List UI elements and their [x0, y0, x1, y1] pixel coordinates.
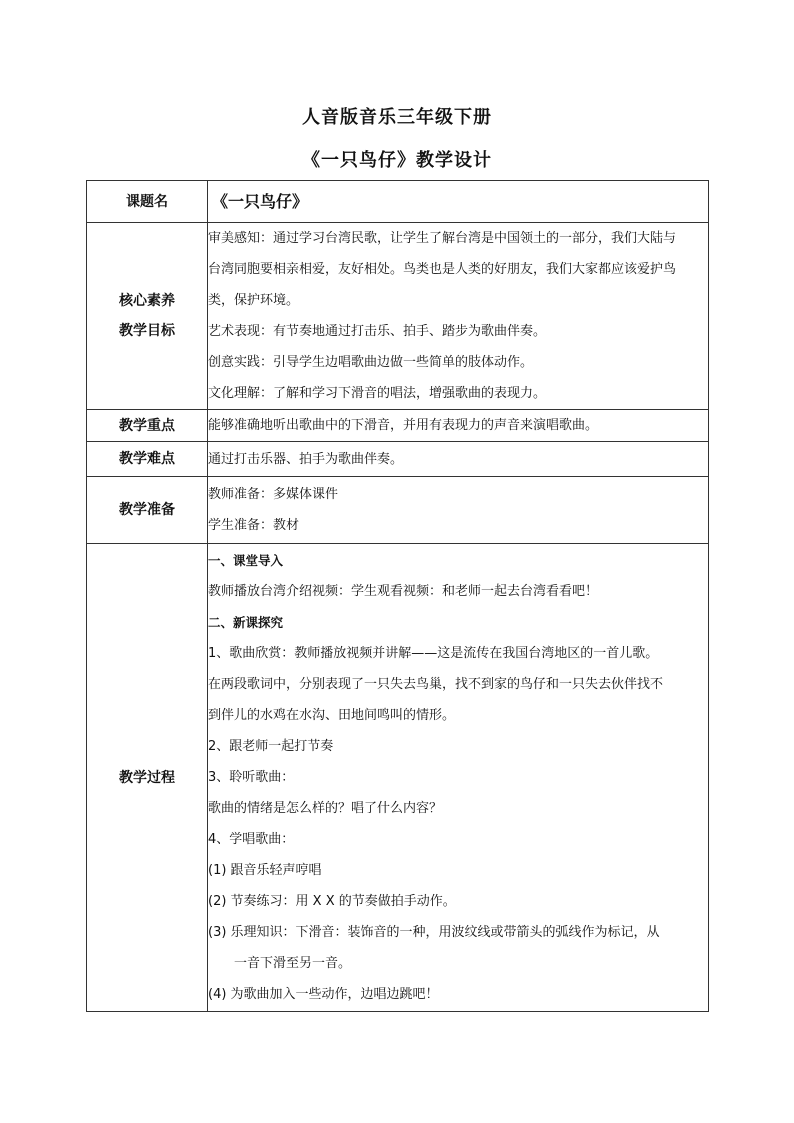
- table-row-topic: [87, 181, 709, 223]
- table-row-focus: [87, 410, 709, 442]
- difficulty-label: 教学难点: [87, 442, 208, 477]
- goals-line: 文化理解：了解和学习下滑音的唱法，增强歌曲的表现力。: [208, 386, 547, 401]
- process-content: [208, 544, 709, 1012]
- process-line: 4、学唱歌曲：: [208, 832, 295, 847]
- process-line: 在两段歌词中，分别表现了一只失去鸟巢，找不到家的鸟仔和一只失去伙伴找不: [208, 677, 664, 692]
- section-heading: 二、新课探究: [208, 615, 284, 630]
- process-subitem: (2) 节奏练习：用 X X 的节奏做拍手动作。: [208, 894, 456, 909]
- goals-line: 审美感知：通过学习台湾民歌，让学生了解台湾是中国领土的一部分，我们大陆与: [208, 231, 677, 246]
- focus-value: 能够准确地听出歌曲中的下滑音，并用有表现力的声音来演唱歌曲。: [208, 410, 709, 442]
- process-subitem: (3) 乐理知识：下滑音：装饰音的一种，用波纹线或带箭头的弧线作为标记，从: [208, 925, 660, 940]
- goals-content: [208, 223, 709, 410]
- difficulty-value: 通过打击乐器、拍手为歌曲伴奏。: [208, 442, 709, 477]
- section-heading: 一、课堂导入: [208, 553, 284, 568]
- prep-student: 学生准备：教材: [208, 518, 300, 533]
- process-line: 到伴儿的水鸡在水沟、田地间鸣叫的情形。: [208, 708, 456, 723]
- process-line: 教师播放台湾介绍视频：学生观看视频：和老师一起去台湾看看吧！: [208, 584, 599, 599]
- table-row-prep: [87, 477, 709, 544]
- goals-line: 创意实践：引导学生边唱歌曲边做一些简单的肢体动作。: [208, 355, 534, 370]
- table-row-difficulty: [87, 442, 709, 477]
- process-label: 教学过程: [87, 544, 208, 1012]
- process-line: 2、跟老师一起打节奏: [208, 739, 334, 754]
- lesson-plan-table: [86, 180, 709, 1012]
- process-line: 1、歌曲欣赏：教师播放视频并讲解——这是流传在我国台湾地区的一首儿歌。: [208, 646, 659, 661]
- goals-line: 艺术表现：有节奏地通过打击乐、拍手、踏步为歌曲伴奏。: [208, 324, 547, 339]
- prep-content: [208, 477, 709, 544]
- table-row-process: [87, 544, 709, 1012]
- table-row-goals: [87, 223, 709, 410]
- process-line: 歌曲的情绪是怎么样的？唱了什么内容？: [208, 801, 443, 816]
- focus-label: 教学重点: [87, 410, 208, 442]
- goals-label: 核心素养 教学目标: [87, 223, 208, 410]
- topic-value: 《一只鸟仔》: [208, 181, 709, 223]
- process-subitem: (1) 跟音乐轻声哼唱: [208, 863, 322, 878]
- document-title: 人音版音乐三年级下册: [302, 107, 492, 128]
- topic-label: 课题名: [87, 181, 208, 223]
- process-subitem-cont: 一音下滑至另一音。: [234, 956, 352, 971]
- goals-line: 类，保护环境。: [208, 293, 300, 308]
- goals-line: 台湾同胞要相亲相爱，友好相处。鸟类也是人类的好朋友，我们大家都应该爱护鸟: [208, 262, 677, 277]
- process-line: 3、聆听歌曲：: [208, 770, 295, 785]
- prep-teacher: 教师准备：多媒体课件: [208, 487, 339, 502]
- process-subitem: (4) 为歌曲加入一些动作，边唱边跳吧！: [208, 987, 439, 1002]
- prep-label: 教学准备: [87, 477, 208, 544]
- document-subtitle: 《一只鸟仔》教学设计: [302, 150, 492, 171]
